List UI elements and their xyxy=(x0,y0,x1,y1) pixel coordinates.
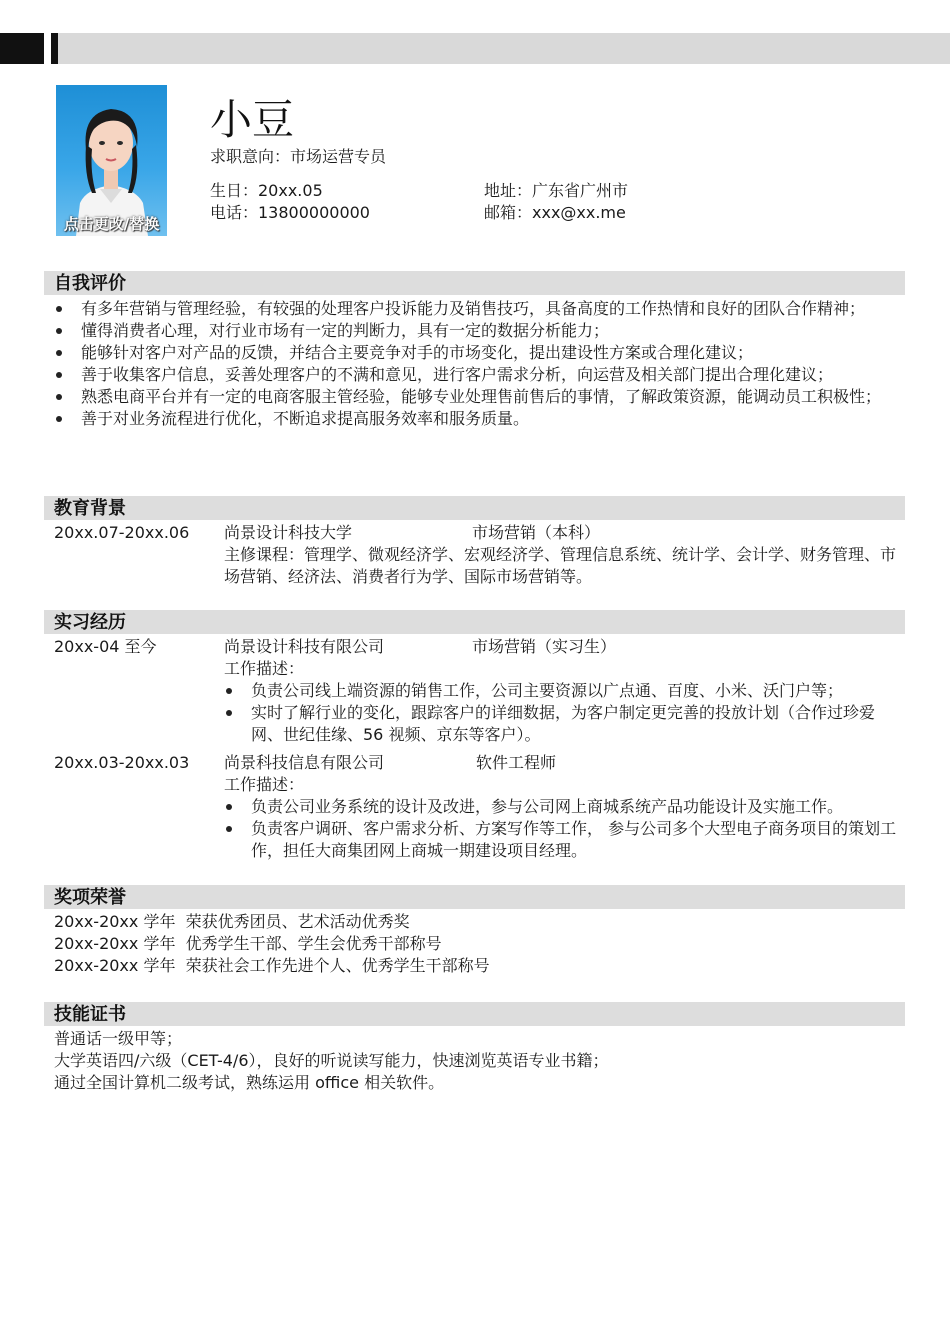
list-item: 有多年营销与管理经验，有较强的处理客户投诉能力及销售技巧，具备高度的工作热情和良好的团队合作精神； xyxy=(54,298,899,320)
job-desc-list xyxy=(224,796,899,862)
header-bar-block xyxy=(0,33,44,64)
candidate-name: 小豆 xyxy=(210,95,295,144)
edu-school: 尚景设计科技大学 xyxy=(224,523,353,542)
job-intent: 求职意向：市场运营专员 xyxy=(210,147,387,166)
list-item: 善于对业务流程进行优化，不断追求提高服务效率和服务质量。 xyxy=(54,408,899,430)
edu-period: 20xx.07-20xx.06 xyxy=(54,523,190,542)
section-awards xyxy=(44,885,905,909)
job-period: 20xx.03-20xx.03 xyxy=(54,753,190,772)
edu-major: 市场营销（本科） xyxy=(472,523,601,542)
job-desc-label: 工作描述： xyxy=(224,775,305,794)
bullet-icon xyxy=(56,394,62,400)
bullet-icon xyxy=(226,688,232,694)
bullet-icon xyxy=(56,306,62,312)
award-item: 20xx-20xx 学年 荣获社会工作先进个人、优秀学生干部称号 xyxy=(54,956,490,975)
skill-item: 普通话一级甲等； xyxy=(54,1029,183,1048)
bullet-icon xyxy=(56,350,62,356)
list-item: 懂得消费者心理，对行业市场有一定的判断力，具有一定的数据分析能力； xyxy=(54,320,899,342)
section-self-eval xyxy=(44,271,905,295)
edu-courses: 主修课程：管理学、微观经济学、宏观经济学、管理信息系统、统计学、会计学、财务管理、市场营销、经济法、消费者行为学、国际市场营销等。 xyxy=(224,545,897,586)
bullet-icon xyxy=(226,710,232,716)
section-title: 教育背景 xyxy=(54,498,126,519)
header-bar-mark xyxy=(51,33,58,64)
photo-change-label[interactable]: 点击更改/替换 xyxy=(63,215,160,233)
list-item: 熟悉电商平台并有一定的电商客服主管经验，能够专业处理售前售后的事情，了解政策资源，能调动员工积极性； xyxy=(54,386,899,408)
section-skills xyxy=(44,1002,905,1026)
section-title: 实习经历 xyxy=(54,612,126,633)
header-bar-band xyxy=(58,33,950,64)
job-role: 软件工程师 xyxy=(476,753,557,772)
section-internship xyxy=(44,610,905,634)
bullet-icon xyxy=(56,328,62,334)
self-eval-list xyxy=(54,298,899,430)
job-desc-list xyxy=(224,680,899,746)
address: 地址：广东省广州市 xyxy=(484,181,629,200)
job-company: 尚景设计科技有限公司 xyxy=(224,637,385,656)
job-period: 20xx-04 至今 xyxy=(54,637,157,656)
section-title: 自我评价 xyxy=(54,273,126,294)
job-desc-label: 工作描述： xyxy=(224,659,305,678)
bullet-icon xyxy=(226,826,232,832)
job-company: 尚景科技信息有限公司 xyxy=(224,753,385,772)
job-role: 市场营销（实习生） xyxy=(472,637,617,656)
section-title: 技能证书 xyxy=(54,1004,126,1025)
skill-item: 通过全国计算机二级考试，熟练运用 office 相关软件。 xyxy=(54,1073,445,1092)
list-item: 善于收集客户信息，妥善处理客户的不满和意见，进行客户需求分析，向运营及相关部门提出合理化建议； xyxy=(54,364,899,386)
skill-item: 大学英语四/六级（CET-4/6），良好的听说读写能力，快速浏览英语专业书籍； xyxy=(54,1051,609,1070)
bullet-icon xyxy=(56,416,62,422)
section-title: 奖项荣誉 xyxy=(54,887,126,908)
list-item: 实时了解行业的变化，跟踪客户的详细数据，为客户制定更完善的投放计划（合作过珍爱网、世纪佳缘、56 视频、京东等客户）。 xyxy=(224,702,899,746)
list-item: 能够针对客户对产品的反馈，并结合主要竞争对手的市场变化，提出建设性方案或合理化建议； xyxy=(54,342,899,364)
profile-photo[interactable] xyxy=(56,85,167,236)
birthday: 生日：20xx.05 xyxy=(210,181,323,200)
bullet-icon xyxy=(226,804,232,810)
award-item: 20xx-20xx 学年 荣获优秀团员、艺术活动优秀奖 xyxy=(54,912,410,931)
bullet-icon xyxy=(56,372,62,378)
email: 邮箱：xxx@xx.me xyxy=(484,203,626,222)
list-item: 负责公司业务系统的设计及改进，参与公司网上商城系统产品功能设计及实施工作。 xyxy=(224,796,899,818)
phone: 电话：13800000000 xyxy=(210,203,370,222)
section-education xyxy=(44,496,905,520)
list-item: 负责公司线上端资源的销售工作，公司主要资源以广点通、百度、小米、沃门户等； xyxy=(224,680,899,702)
list-item: 负责客户调研、客户需求分析、方案写作等工作， 参与公司多个大型电子商务项目的策划工作，担任大商集团网上商城一期建设项目经理。 xyxy=(224,818,899,862)
award-item: 20xx-20xx 学年 优秀学生干部、学生会优秀干部称号 xyxy=(54,934,442,953)
